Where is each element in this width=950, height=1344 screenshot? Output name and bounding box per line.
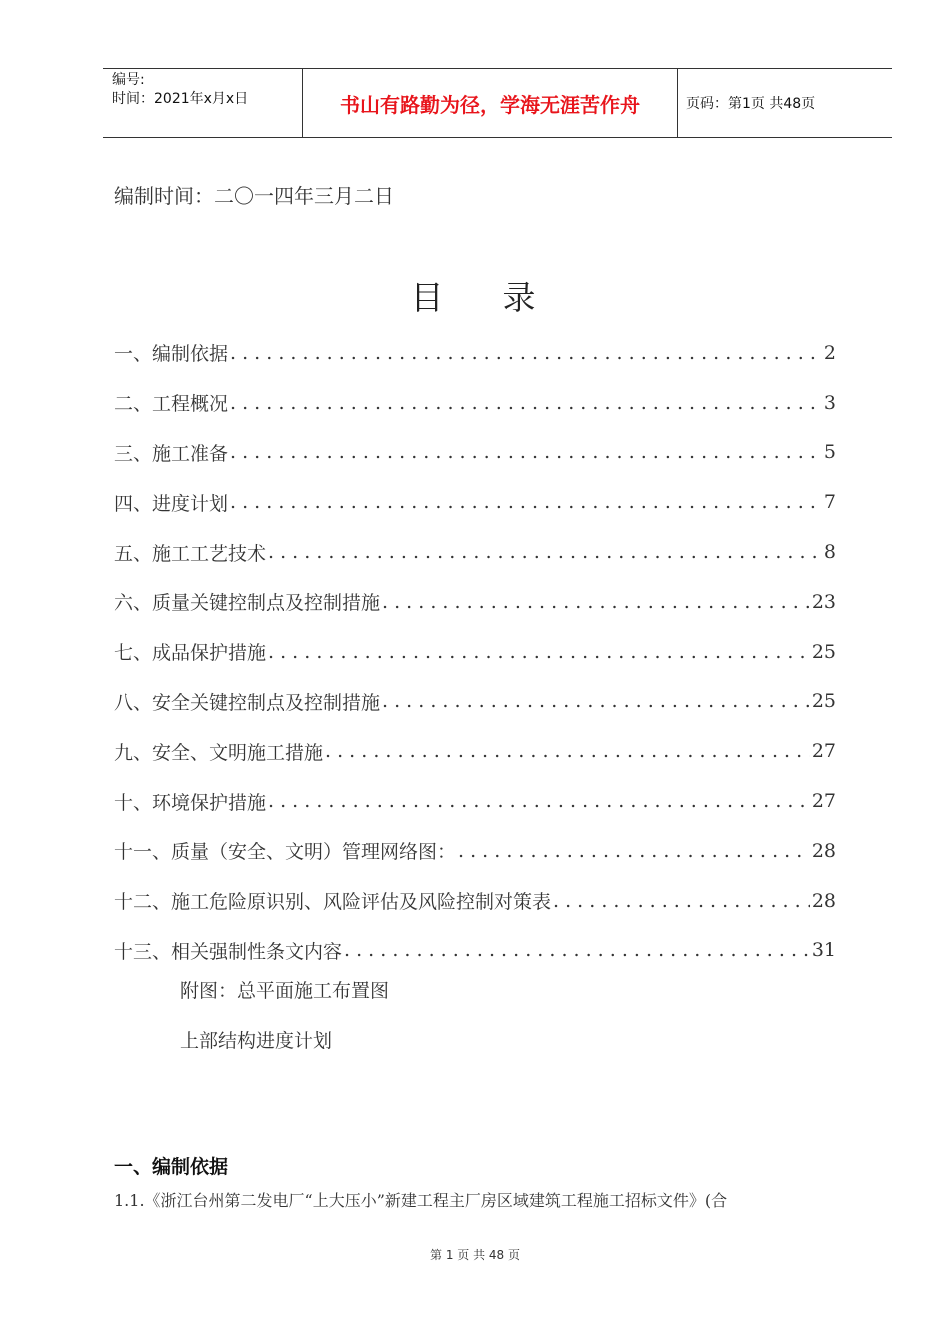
page-footer: 第 1 页 共 48 页 [430,1248,520,1262]
toc-entry-label: 一、编制依据 [114,343,229,366]
toc-entry[interactable] [114,577,836,627]
toc-entry[interactable] [114,876,836,926]
toc-entry-label: 三、施工准备 [114,442,229,465]
toc-entry-page: 8 [823,541,836,564]
appendix-item: 附图：总平面施工布置图 [180,980,390,1002]
toc-entry-label: 七、成品保护措施 [114,642,267,665]
toc-entry[interactable] [114,726,836,776]
toc-entry-page: 31 [811,939,836,962]
toc-entry-label: 六、质量关键控制点及控制措施 [114,592,381,615]
toc-entry-label: 十三、相关强制性条文内容 [114,940,343,963]
toc-entry[interactable] [114,677,836,727]
toc-entry-label: 八、安全关键控制点及控制措施 [114,691,381,714]
toc-entry[interactable] [114,328,836,378]
toc-entry[interactable] [114,527,836,577]
toc-entry-page: 3 [823,391,836,414]
toc-entry-page: 27 [811,790,836,813]
toc-entry[interactable] [114,428,836,478]
toc-entry[interactable] [114,826,836,876]
appendix-item: 上部结构进度计划 [180,1030,333,1052]
header-motto: 书山有路勤为径，学海无涯苦作舟 [303,69,678,137]
toc-entry-page: 7 [823,491,836,514]
toc-entry-page: 23 [811,590,836,613]
toc-entry-label: 五、施工工艺技术 [114,542,267,565]
toc-entry-label: 二、工程概况 [114,393,229,416]
section-heading: 一、编制依据 [114,1156,229,1178]
toc-entry-page: 28 [811,889,836,912]
toc-entry-page: 5 [823,441,836,464]
section-paragraph: 1.1.《浙江台州第二发电厂“上大压小”新建工程主厂房区域建筑工程施工招标文件》(合 [114,1191,728,1210]
toc-entry-page: 25 [811,690,836,713]
toc-title [0,272,950,319]
toc-entry-label: 十、环境保护措施 [114,791,267,814]
toc-entry[interactable] [114,776,836,826]
toc-entry[interactable] [114,378,836,428]
toc-entry-label: 十二、施工危险原识别、风险评估及风险控制对策表 [114,891,552,914]
toc-entry-page: 27 [811,740,836,763]
toc-entry-page: 2 [823,341,836,364]
header-page-info: 页码：第1页 共48页 [686,96,816,112]
toc-entry-label: 十一、质量（安全、文明）管理网络图： [114,841,457,864]
number-label: 编号: [112,72,145,88]
toc-entry-label: 九、安全、文明施工措施 [114,741,324,764]
header-meta-cell [103,69,303,137]
toc-entry[interactable] [114,627,836,677]
table-of-contents [114,328,836,975]
time-label: 时间：2021年x月x日 [112,91,249,107]
toc-title-left: 目 [410,278,448,317]
toc-entry[interactable] [114,477,836,527]
toc-entry-label: 四、进度计划 [114,492,229,515]
page-header [103,68,892,138]
toc-title-right: 录 [502,278,540,317]
toc-entry-page: 25 [811,640,836,663]
toc-entry[interactable] [114,926,836,976]
compile-time: 编制时间：二〇一四年三月二日 [114,184,394,208]
toc-entry-page: 28 [811,839,836,862]
